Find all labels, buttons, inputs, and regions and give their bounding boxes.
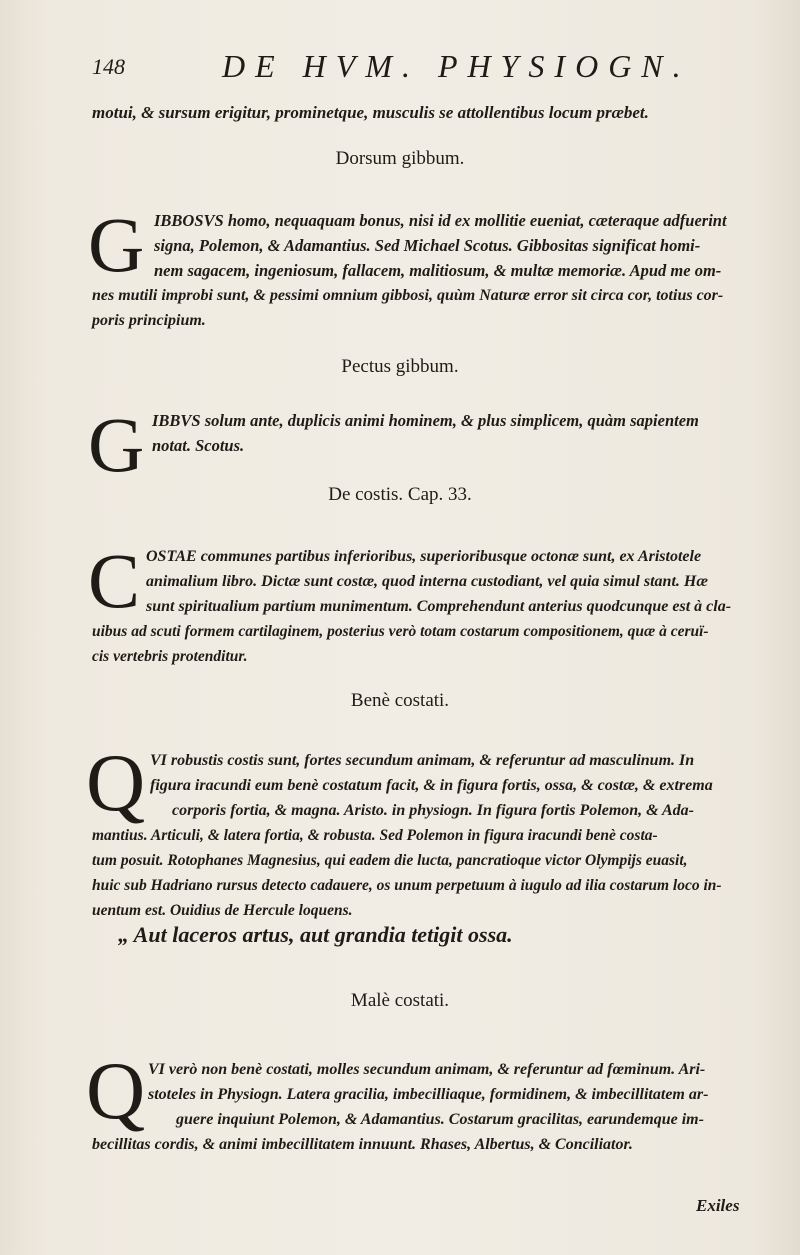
- text-line: tum posuit. Rotophanes Magnesius, qui eadem die lucta, pancratioque victor Olympijs euasit,: [92, 852, 688, 869]
- text-line: OSTAE communes partibus inferioribus, superioribusque octonæ sunt, ex Aristotele: [146, 548, 702, 565]
- paragraph-continued: [92, 1132, 633, 1157]
- paragraph: [148, 1057, 708, 1107]
- page-number: 148: [92, 54, 125, 79]
- text-line: poris principium.: [92, 312, 206, 329]
- text-line: mantius. Articuli, & latera fortia, & robusta. Sed Polemon in figura iracundi benè costa-: [92, 827, 658, 844]
- text-line: notat. Scotus.: [152, 436, 245, 455]
- paragraph: [152, 408, 699, 458]
- section-heading: Dorsum gibbum.: [335, 148, 465, 169]
- drop-capital: Q: [86, 737, 146, 828]
- paragraph-continued: [92, 823, 722, 923]
- paragraph-continued: [176, 1107, 704, 1132]
- text-line: guere inquiunt Polemon, & Adamantius. Costarum gracilitas, earundemque im-: [176, 1111, 704, 1128]
- text-line: IBBVS solum ante, duplicis animi hominem, & plus simplicem, quàm sapientem: [152, 411, 699, 430]
- drop-capital: Q: [86, 1045, 146, 1136]
- verse-quotation: „ Aut laceros artus, aut grandia tetigit ossa.: [118, 922, 513, 947]
- catchword: Exiles: [696, 1196, 740, 1215]
- text-line: nem sagacem, ingeniosum, fallacem, malitiosum, & multæ memoriæ. Apud me om-: [154, 261, 722, 280]
- running-title: DE HVM. PHYSIOGN.: [222, 48, 691, 84]
- paragraph-continued: [172, 798, 694, 823]
- text-line: animalium libro. Dictæ sunt costæ, quod interna custodiant, vel quia simul stant. Hæ: [146, 573, 708, 590]
- text-line: cis vertebris protenditur.: [92, 648, 248, 665]
- intro-line: [92, 100, 774, 125]
- text-line: uentum est. Ouidius de Hercule loquens.: [92, 902, 353, 919]
- section-heading: Benè costati.: [350, 690, 450, 711]
- paragraph: [146, 544, 731, 619]
- text-line: huic sub Hadriano rursus detecto cadauere, os unum perpetuum à iugulo ad ilia costarum loco in-: [92, 877, 722, 894]
- paragraph-continued: [92, 283, 723, 333]
- paragraph: [150, 748, 713, 798]
- text-line: nes mutili improbi sunt, & pessimi omnium gibbosi, quùm Naturæ error sit circa cor, totius cor-: [92, 287, 724, 304]
- drop-capital: G: [88, 401, 145, 488]
- paragraph-continued: [92, 619, 709, 669]
- text-line: signa, Polemon, & Adamantius. Sed Michael Scotus. Gibbositas significat homi-: [154, 236, 701, 255]
- text-line: VI verò non benè costati, molles secundum animam, & referuntur ad fœminum. Ari-: [148, 1061, 706, 1078]
- drop-capital: G: [88, 201, 145, 288]
- text-line: stoteles in Physiogn. Latera gracilia, imbecilliaque, formidinem, & imbecillitatem ar-: [148, 1086, 709, 1103]
- section-heading: Malè costati.: [350, 990, 450, 1011]
- page-header: [92, 48, 691, 88]
- text-line: IBBOSVS homo, nequaquam bonus, nisi id ex mollitie eueniat, cæteraque adfuerint: [154, 211, 727, 230]
- section-heading: Pectus gibbum.: [341, 356, 459, 377]
- paragraph: [154, 208, 727, 283]
- section-heading: De costis. Cap. 33.: [328, 484, 472, 505]
- text-line: corporis fortia, & magna. Aristo. in physiogn. In figura fortis Polemon, & Ada-: [172, 802, 695, 819]
- text-line: VI robustis costis sunt, fortes secundum animam, & referuntur ad masculinum. In: [150, 752, 695, 769]
- drop-capital: C: [88, 537, 141, 624]
- text-line: motui, & sursum erigitur, prominetque, musculis se attollentibus locum præbet.: [92, 103, 649, 122]
- text-line: sunt spiritualium partium munimentum. Comprehendunt anterius quodcunque est à cla-: [146, 598, 732, 615]
- text-line: uibus ad scuti formem cartilaginem, posterius verò totam costarum compositionem, quæ à ceruï-: [92, 623, 709, 640]
- text-line: becillitas cordis, & animi imbecillitatem innuunt. Rhases, Albertus, & Conciliator.: [92, 1136, 633, 1153]
- text-line: figura iracundi eum benè costatum facit, & in figura fortis, ossa, & costæ, & extrema: [150, 777, 713, 794]
